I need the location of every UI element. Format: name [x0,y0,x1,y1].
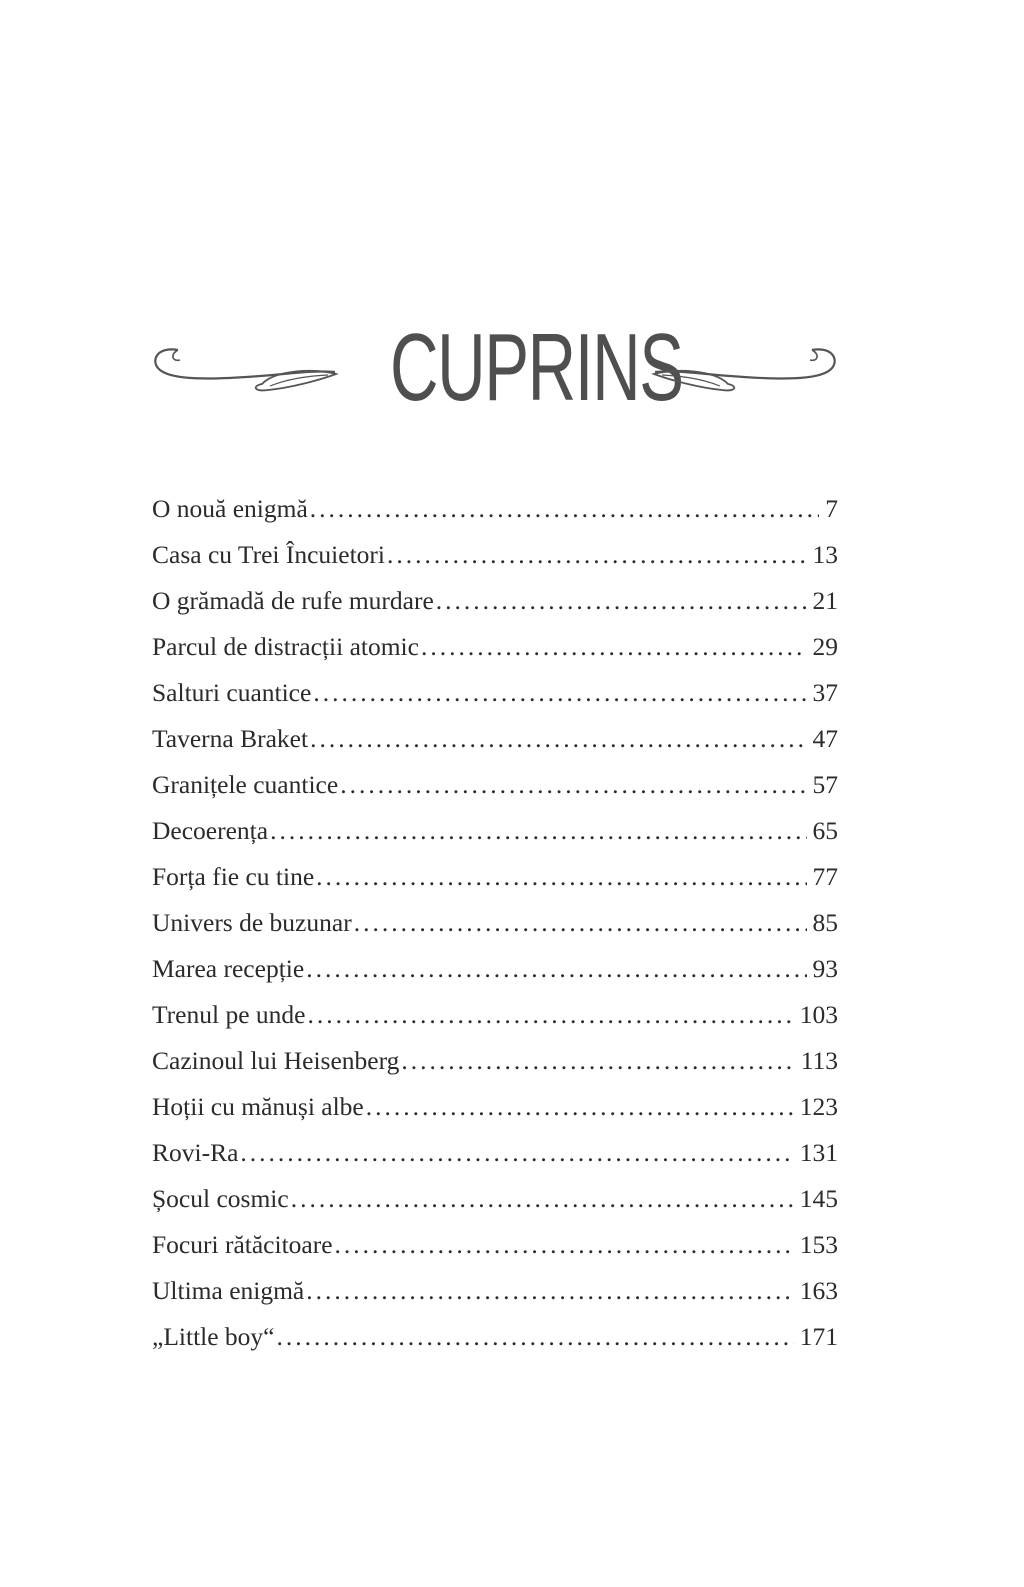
toc-entry [152,532,838,578]
toc-entry [152,1222,838,1268]
toc-entry-page-number: 85 [812,908,838,937]
toc-entry-title: Decoerența [152,816,269,845]
toc-entry-page-number: 47 [812,724,838,753]
toc-entry-page-number: 77 [812,862,838,891]
dot-leader [270,808,806,854]
dot-leader [340,762,806,808]
toc-entry [152,578,838,624]
toc-entry [152,1314,838,1360]
toc-entry [152,1038,838,1084]
toc-entry-page-number: 7 [825,494,838,523]
toc-entry-title: Ultima enigmă [152,1276,305,1305]
toc-entry-page-number: 57 [812,770,838,799]
toc-entry-title: O nouă enigmă [152,494,308,523]
toc-entry-title: Hoții cu mănuși albe [152,1092,364,1121]
dot-leader [306,1268,793,1314]
toc-entry-title: O grămadă de rufe murdare [152,586,434,615]
toc-entry [152,1084,838,1130]
dot-leader [421,624,807,670]
dot-leader [307,992,793,1038]
dot-leader [335,1222,794,1268]
toc-entry-page-number: 131 [799,1138,838,1167]
contents-header [150,314,840,421]
toc-entry [152,762,838,808]
toc-entry [152,486,838,532]
toc-entry-title: Parcul de distracții atomic [152,632,419,661]
dot-leader [436,578,807,624]
toc-entry [152,1268,838,1314]
toc-entry-title: Granițele cuantice [152,770,339,799]
toc-entry [152,900,838,946]
dot-leader [354,900,807,946]
toc-entry [152,670,838,716]
toc-entry-title: „Little boy“ [152,1322,275,1351]
dot-leader [316,854,806,900]
dot-leader [387,532,807,578]
dot-leader [240,1130,793,1176]
toc-entry [152,992,838,1038]
dot-leader [313,670,806,716]
toc-entry [152,716,838,762]
toc-entry-page-number: 123 [799,1092,838,1121]
scroll-flourish-icon [150,340,340,400]
toc-entry-page-number: 113 [800,1046,838,1075]
toc-entry-page-number: 103 [799,1000,838,1029]
table-of-contents [152,486,838,1360]
toc-entry [152,624,838,670]
toc-entry-page-number: 37 [812,678,838,707]
toc-entry [152,1176,838,1222]
toc-entry-title: Marea recepție [152,954,305,983]
dot-leader [366,1084,794,1130]
toc-entry [152,946,838,992]
toc-entry-title: Cazinoul lui Heisenberg [152,1046,400,1075]
dot-leader [291,1176,794,1222]
toc-entry-page-number: 145 [799,1184,838,1213]
toc-entry-page-number: 13 [812,540,838,569]
toc-entry-title: Taverna Braket [152,724,309,753]
dot-leader [306,946,806,992]
toc-entry-title: Trenul pe unde [152,1000,306,1029]
toc-entry-page-number: 163 [799,1276,838,1305]
toc-entry-title: Rovi-Ra [152,1138,239,1167]
toc-entry [152,808,838,854]
dot-leader [310,486,819,532]
toc-entry [152,1130,838,1176]
toc-entry-title: Salturi cuantice [152,678,312,707]
dot-leader [277,1314,794,1360]
toc-entry-title: Univers de buzunar [152,908,352,937]
toc-entry-page-number: 153 [799,1230,838,1259]
toc-entry-page-number: 21 [812,586,838,615]
dot-leader [401,1038,794,1084]
scroll-flourish-icon [650,340,840,400]
toc-entry-page-number: 171 [799,1322,838,1351]
toc-entry-title: Șocul cosmic [152,1184,289,1213]
toc-entry-page-number: 65 [812,816,838,845]
dot-leader [310,716,806,762]
contents-title: CUPRINS [390,314,683,421]
toc-entry-page-number: 29 [812,632,838,661]
toc-entry [152,854,838,900]
toc-entry-title: Casa cu Trei Încuietori [152,540,385,569]
toc-entry-title: Forța fie cu tine [152,862,315,891]
toc-entry-page-number: 93 [812,954,838,983]
toc-entry-title: Focuri rătăcitoare [152,1230,333,1259]
